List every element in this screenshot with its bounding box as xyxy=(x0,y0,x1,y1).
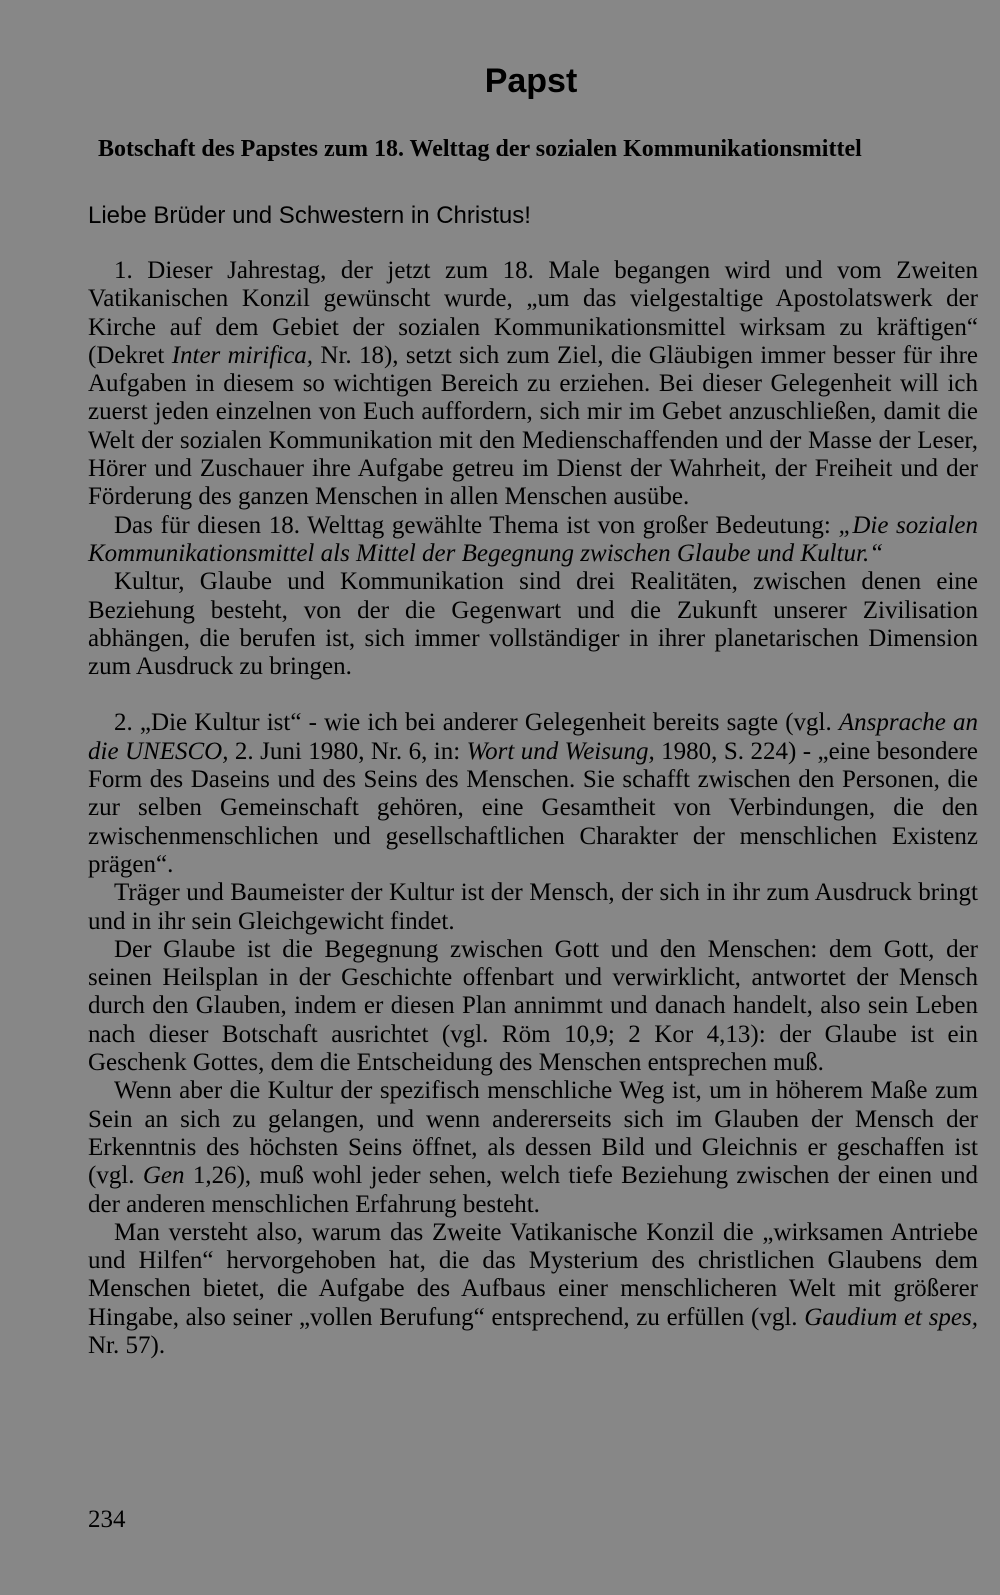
page-title: Papst xyxy=(484,62,578,100)
paragraph-2-2: Träger und Baumeister der Kultur ist der Mensch, der sich in ihr zum Ausdruck bringt und in ihr sein Gleichgewicht findet. xyxy=(88,879,978,935)
paragraph-1-3: Kultur, Glaube und Kommunikation sind drei Realitäten, zwischen denen eine Beziehung besteht, von der die Gegenwart und die Zukunft unserer Zivilisation abhängen, die berufen ist, sich immer vollständiger in ihrer planetarischen Dimension zum Ausdruck zu bringen. xyxy=(88,568,978,681)
document-body xyxy=(88,257,978,1360)
paragraph-2-5: Man versteht also, warum das Zweite Vatikanische Konzil die „wirksamen Antriebe und Hilfen“ hervorgehoben hat, die das Mysterium des christlichen Glaubens dem Menschen bietet, die Aufgabe des Aufbaus einer menschlicheren Welt mit größerer Hingabe, also seiner „vollen Berufung“ entsprechend, zu erfüllen (vgl. Gaudium et spes, Nr. 57). xyxy=(88,1218,978,1359)
paragraph-1-1: 1. Dieser Jahrestag, der jetzt zum 18. Male begangen wird und vom Zweiten Vatikanischen Konzil gewünscht wurde, „um das vielgestaltige Apostolatswerk der Kirche auf dem Gebiet der sozialen Kommunikationsmittel wirksam zu kräftigen“ (Dekret Inter mirifica, Nr. 18), setzt sich zum Ziel, die Gläubigen immer besser für ihre Aufgaben in diesem so wichtigen Bereich zu erziehen. Bei dieser Gelegenheit will ich zuerst jeden einzelnen von Euch auffordern, sich mir im Gebet anzuschließen, damit die Welt der sozialen Kommunikation mit den Medienschaffenden und der Masse der Leser, Hörer und Zuschauer ihre Aufgabe getreu im Dienst der Wahrheit, der Freiheit und der Förderung des ganzen Menschen in allen Menschen ausübe. xyxy=(88,257,978,511)
paragraph-2-4: Wenn aber die Kultur der spezifisch menschliche Weg ist, um in höherem Maße zum Sein an sich zu gelangen, und wenn andererseits sich im Glauben der Mensch der Erkenntnis des höchsten Seins öffnet, als dessen Bild und Gleichnis er geschaffen ist (vgl. Gen 1,26), muß wohl jeder sehen, welch tiefe Beziehung zwischen der einen und der anderen menschlichen Erfahrung besteht. xyxy=(88,1077,978,1218)
document-subtitle: Botschaft des Papstes zum 18. Welttag der sozialen Kommunikationsmittel xyxy=(98,136,862,162)
salutation: Liebe Brüder und Schwestern in Christus! xyxy=(88,202,531,229)
page-number: 234 xyxy=(88,1506,126,1533)
paragraph-1-2: Das für diesen 18. Welttag gewählte Thema ist von großer Bedeutung: „Die sozialen Kommunikationsmittel als Mittel der Begegnung zwischen Glaube und Kultur.“ xyxy=(88,511,979,567)
paragraph-2-1: 2. „Die Kultur ist“ - wie ich bei anderer Gelegenheit bereits sagte (vgl. Ansprache an die UNESCO, 2. Juni 1980, Nr. 6, in: Wort und Weisung, 1980, S. 224) - „eine besondere Form des Daseins und des Seins des Menschen. Sie schafft zwischen den Personen, die zur selben Gemeinschaft gehören, eine Gesamtheit von Verbindungen, die den zwischenmenschlichen und gesellschaftlichen Charakter der menschlichen Existenz prägen“. xyxy=(88,709,978,878)
paragraph-2-3: Der Glaube ist die Begegnung zwischen Gott und den Menschen: dem Gott, der seinen Heilsplan in der Geschichte offenbart und verwirklicht, antwortet der Mensch durch den Glauben, indem er diesen Plan annimmt und danach handelt, also sein Leben nach dieser Botschaft ausrichtet (vgl. Röm 10,9; 2 Kor 4,13): der Glaube ist ein Geschenk Gottes, dem die Entscheidung des Menschen entsprechen muß. xyxy=(88,935,978,1077)
